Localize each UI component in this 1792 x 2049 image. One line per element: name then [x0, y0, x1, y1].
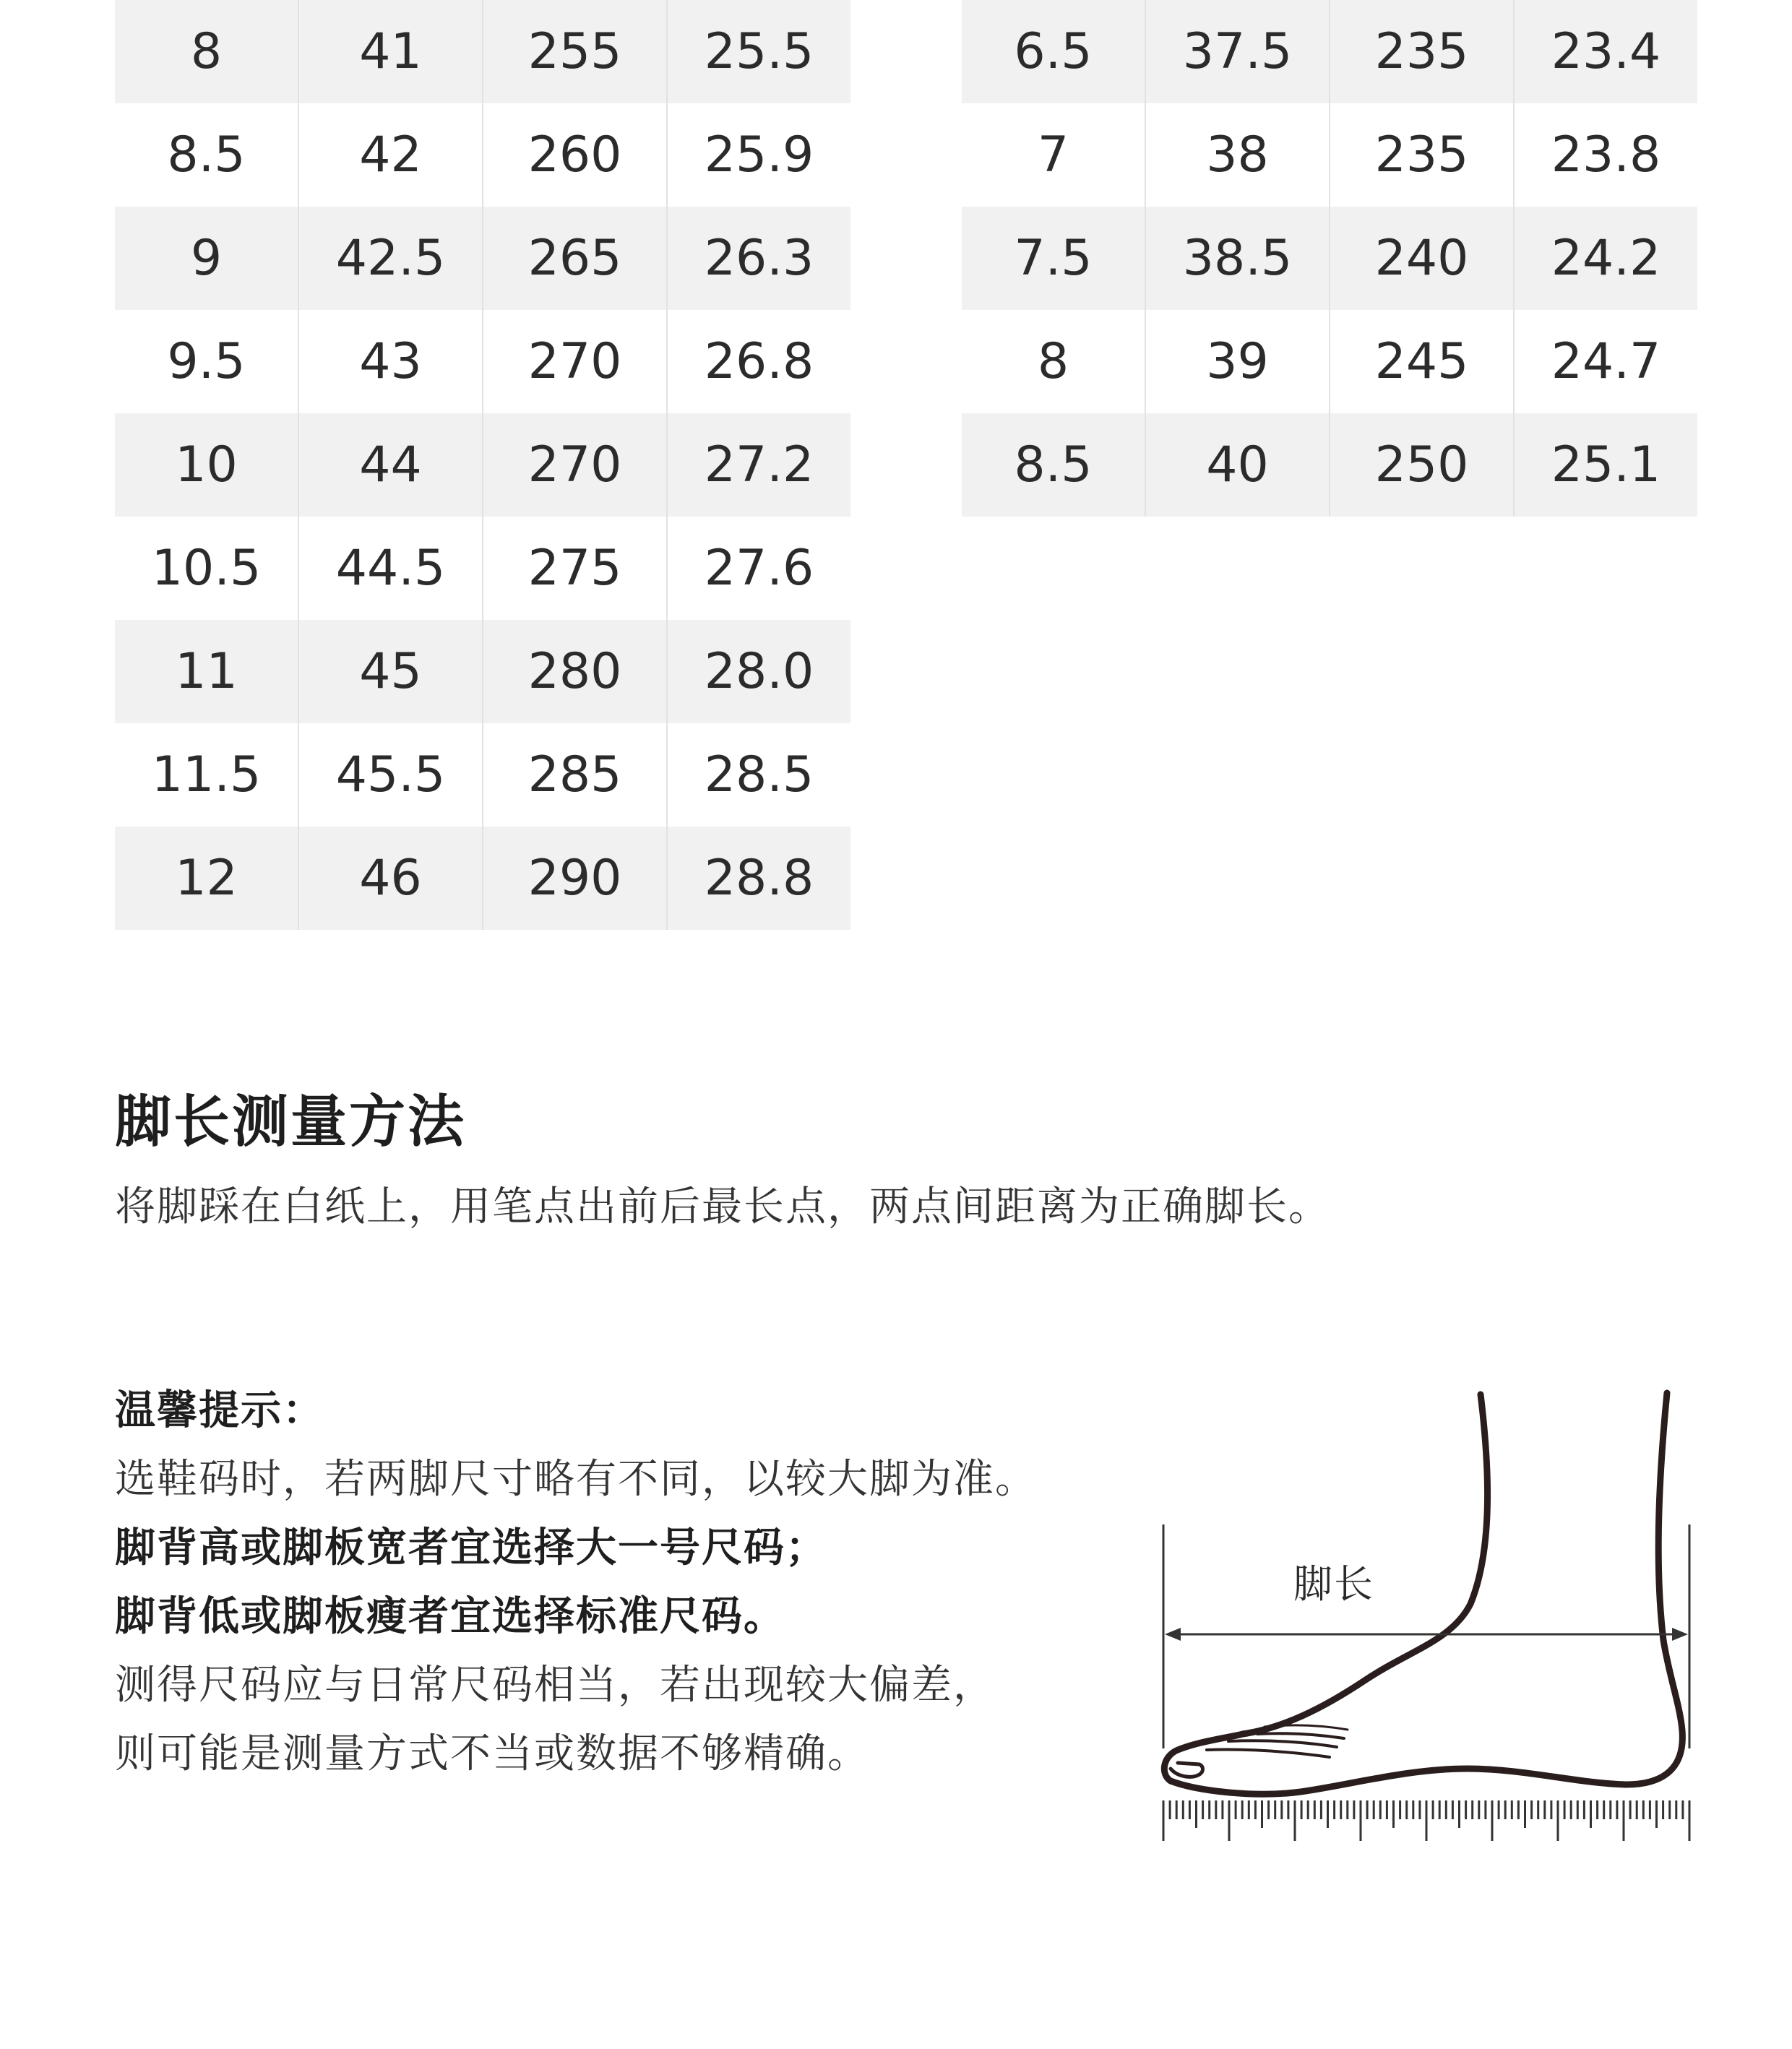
table-cell: 23.4: [1514, 0, 1697, 103]
foot-measure-diagram: [1149, 1373, 1713, 1850]
table-row: [962, 207, 1697, 310]
table-cell: 7.5: [962, 207, 1145, 310]
table-cell: 28.5: [667, 723, 850, 827]
table-cell: 8.5: [962, 413, 1145, 517]
table-cell: 8: [1037, 333, 1069, 390]
table-cell: 8: [115, 0, 298, 103]
table-cell: 25.9: [667, 103, 850, 207]
table-row: [962, 310, 1697, 413]
table-cell: 240: [1330, 207, 1514, 310]
table-cell: 260: [483, 103, 667, 207]
table-cell: 39: [1145, 310, 1330, 413]
table-row: [115, 310, 850, 413]
table-cell: 235: [1330, 103, 1514, 207]
table-row: [115, 103, 850, 207]
table-cell: 42: [298, 103, 483, 207]
table-row: [962, 413, 1697, 517]
table-cell: 37.5: [1145, 0, 1330, 103]
table-cell: 285: [483, 723, 667, 827]
tips-line-1: 选鞋码时，若两脚尺寸略有不同，以较大脚为准。: [115, 1456, 1037, 1503]
table-cell: 27.6: [667, 517, 850, 620]
table-cell: 28.0: [667, 620, 850, 723]
measure-method-description: 将脚踩在白纸上，用笔点出前后最长点，两点间距离为正确脚长。: [115, 1183, 1330, 1230]
table-cell: 9: [115, 207, 298, 310]
table-cell: 275: [483, 517, 667, 620]
tips-line-2: 脚背高或脚板宽者宜选择大一号尺码；: [115, 1524, 827, 1571]
table-cell: 10: [115, 413, 298, 517]
table-cell: 38.5: [1145, 207, 1330, 310]
foot-outline-icon: [1149, 1373, 1713, 1850]
table-cell: 43: [298, 310, 483, 413]
table-cell: 44: [298, 413, 483, 517]
table-cell: 270: [483, 310, 667, 413]
foot-length-label: 脚长: [1293, 1561, 1374, 1607]
table-cell: 265: [483, 207, 667, 310]
tips-line-3: 脚背低或脚板瘦者宜选择标准尺码。: [115, 1593, 785, 1640]
table-cell: 12: [115, 827, 298, 930]
table-cell: 44.5: [298, 517, 483, 620]
tips-block: [115, 1376, 1163, 1788]
table-cell: 280: [483, 620, 667, 723]
tips-line-5: 则可能是测量方式不当或数据不够精确。: [115, 1730, 869, 1777]
table-cell: 26.3: [667, 207, 850, 310]
table-row: [962, 103, 1697, 207]
size-table-right: [962, 0, 1697, 517]
table-cell: 10.5: [151, 540, 262, 597]
table-cell: 235: [1330, 0, 1514, 103]
size-table-left: [115, 0, 850, 930]
table-cell: 9.5: [167, 333, 246, 390]
table-cell: 41: [298, 0, 483, 103]
table-cell: 7: [1037, 126, 1069, 184]
table-cell: 28.8: [667, 827, 850, 930]
table-cell: 38: [1145, 103, 1330, 207]
table-row: [962, 0, 1697, 103]
table-cell: 8.5: [167, 126, 246, 184]
table-cell: 45: [298, 620, 483, 723]
table-cell: 11.5: [151, 746, 262, 803]
table-row: [115, 827, 850, 930]
table-cell: 24.7: [1514, 310, 1697, 413]
table-cell: 26.8: [667, 310, 850, 413]
table-row: [115, 207, 850, 310]
table-row: [115, 620, 850, 723]
table-cell: 25.1: [1514, 413, 1697, 517]
table-cell: 6.5: [962, 0, 1145, 103]
table-row: [115, 517, 850, 620]
table-cell: 250: [1330, 413, 1514, 517]
size-table-left-body: [115, 0, 850, 930]
size-table-right-body: [962, 0, 1697, 517]
table-cell: 23.8: [1514, 103, 1697, 207]
table-cell: 46: [298, 827, 483, 930]
ruler-icon: [1163, 1800, 1689, 1841]
table-cell: 24.2: [1514, 207, 1697, 310]
table-row: [115, 0, 850, 103]
tips-title: 温馨提示：: [115, 1387, 324, 1434]
tips-line-4: 测得尺码应与日常尺码相当，若出现较大偏差，: [115, 1662, 995, 1709]
table-cell: 245: [1330, 310, 1514, 413]
table-cell: 290: [483, 827, 667, 930]
table-cell: 25.5: [667, 0, 850, 103]
table-cell: 255: [483, 0, 667, 103]
table-cell: 270: [483, 413, 667, 517]
table-cell: 11: [115, 620, 298, 723]
measure-method-title: 脚长测量方法: [115, 1090, 467, 1155]
table-row: [115, 723, 850, 827]
table-row: [115, 413, 850, 517]
table-cell: 42.5: [298, 207, 483, 310]
table-cell: 27.2: [667, 413, 850, 517]
table-cell: 45.5: [298, 723, 483, 827]
table-cell: 40: [1145, 413, 1330, 517]
